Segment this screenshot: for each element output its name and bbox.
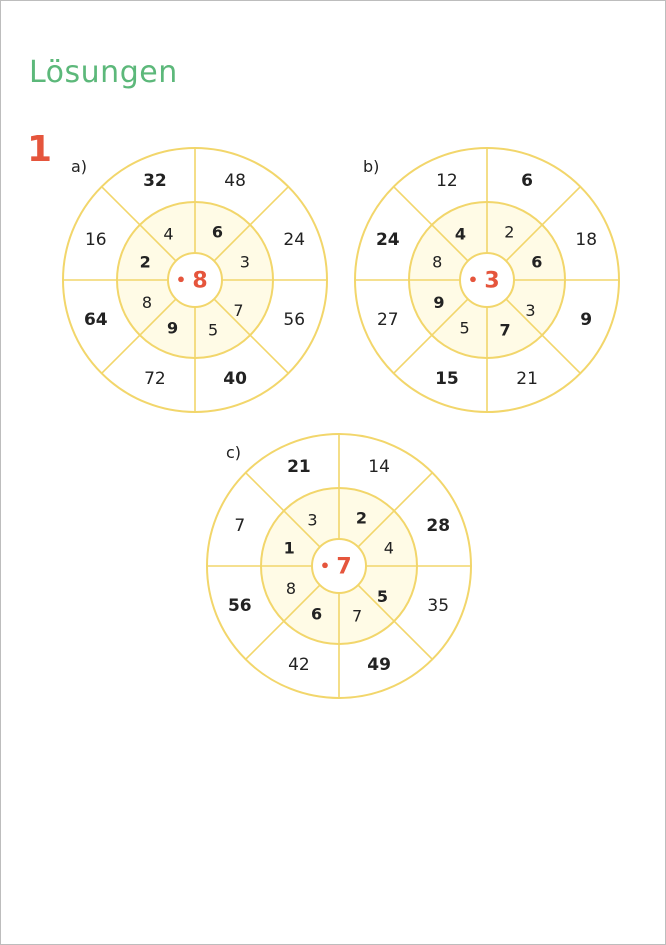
wheel-b-inner-number: 8 — [432, 252, 443, 272]
wheel-b-outer-number: 12 — [436, 170, 458, 191]
wheel-a-inner-number: 7 — [233, 300, 244, 320]
wheel-a-inner-number: 4 — [163, 224, 174, 244]
wheel-a-outer-number: 32 — [143, 170, 167, 191]
wheel-c-inner-number: 3 — [307, 510, 318, 530]
wheel-c-outer-number: 21 — [287, 456, 311, 477]
wheel-b-label: b) — [363, 157, 380, 176]
wheel-a-inner-number: 5 — [208, 320, 219, 340]
wheel-b-inner-number: 5 — [459, 318, 470, 338]
wheel-a-label: a) — [71, 157, 88, 176]
wheel-c-label: c) — [226, 443, 242, 462]
wheel-c-outer-number: 14 — [368, 456, 390, 477]
wheel-a-outer-number: 72 — [144, 369, 166, 390]
wheel-c-inner-number: 5 — [376, 586, 388, 606]
wheel-a-outer-number: 48 — [224, 170, 246, 191]
page-title: Lösungen — [29, 55, 178, 90]
wheel-c — [206, 433, 472, 699]
wheel-c-inner-number: 8 — [285, 578, 297, 598]
wheel-a — [62, 147, 328, 413]
wheel-b-inner-number: 4 — [454, 224, 467, 244]
wheel-b-outer-number: 15 — [435, 369, 459, 390]
wheel-b-inner-number: 9 — [433, 292, 445, 312]
wheel-a-inner-number: 8 — [141, 292, 153, 312]
wheel-c-inner-number: 4 — [383, 538, 394, 558]
wheel-b-outer-number: 27 — [376, 310, 399, 331]
wheel-a-inner-number: 6 — [211, 222, 223, 242]
wheel-b-outer-number: 6 — [521, 170, 534, 191]
wheel-b-center-number: 3 — [484, 268, 500, 294]
wheel-a-inner-number: 3 — [239, 252, 250, 272]
wheel-b-operator: • — [467, 270, 479, 290]
wheel-a-inner-number: 2 — [139, 252, 151, 272]
wheel-b-outer-number: 21 — [516, 369, 538, 390]
wheel-c-inner-number: 7 — [352, 606, 363, 626]
wheel-b — [354, 147, 620, 413]
wheel-b-inner-number: 7 — [499, 320, 511, 340]
wheel-a-outer-number: 40 — [223, 369, 247, 390]
wheel-c-inner-number: 2 — [355, 508, 367, 528]
wheel-b-inner-number: 2 — [504, 222, 515, 242]
wheel-b-inner-number: 3 — [525, 300, 536, 320]
wheel-c-center-number: 7 — [336, 554, 352, 580]
wheel-c-inner-number: 6 — [311, 604, 323, 624]
wheel-c-inner-number: 1 — [283, 538, 295, 558]
wheel-c-outer-number: 7 — [234, 515, 246, 536]
wheel-a-outer-number: 16 — [84, 229, 107, 250]
wheel-c-operator: • — [319, 556, 331, 576]
wheel-a-outer-number: 56 — [283, 310, 306, 331]
wheel-a-outer-number: 64 — [83, 310, 108, 331]
wheel-c-outer-number: 56 — [227, 596, 252, 617]
wheel-c-outer-number: 42 — [288, 655, 310, 676]
wheel-b-outer-number: 18 — [575, 229, 598, 250]
wheel-a-center-number: 8 — [192, 268, 208, 294]
wheel-a-operator: • — [175, 270, 187, 290]
wheel-a-outer-number: 24 — [283, 229, 306, 250]
wheel-c-outer-number: 28 — [426, 515, 451, 536]
wheel-c-outer-number: 49 — [367, 655, 391, 676]
wheel-b-outer-number: 24 — [375, 229, 400, 250]
wheel-a-inner-number: 9 — [167, 318, 179, 338]
task-number: 1 — [27, 129, 53, 170]
wheel-c-outer-number: 35 — [427, 596, 450, 617]
wheel-b-inner-number: 6 — [531, 252, 543, 272]
wheel-b-outer-number: 9 — [580, 310, 593, 331]
